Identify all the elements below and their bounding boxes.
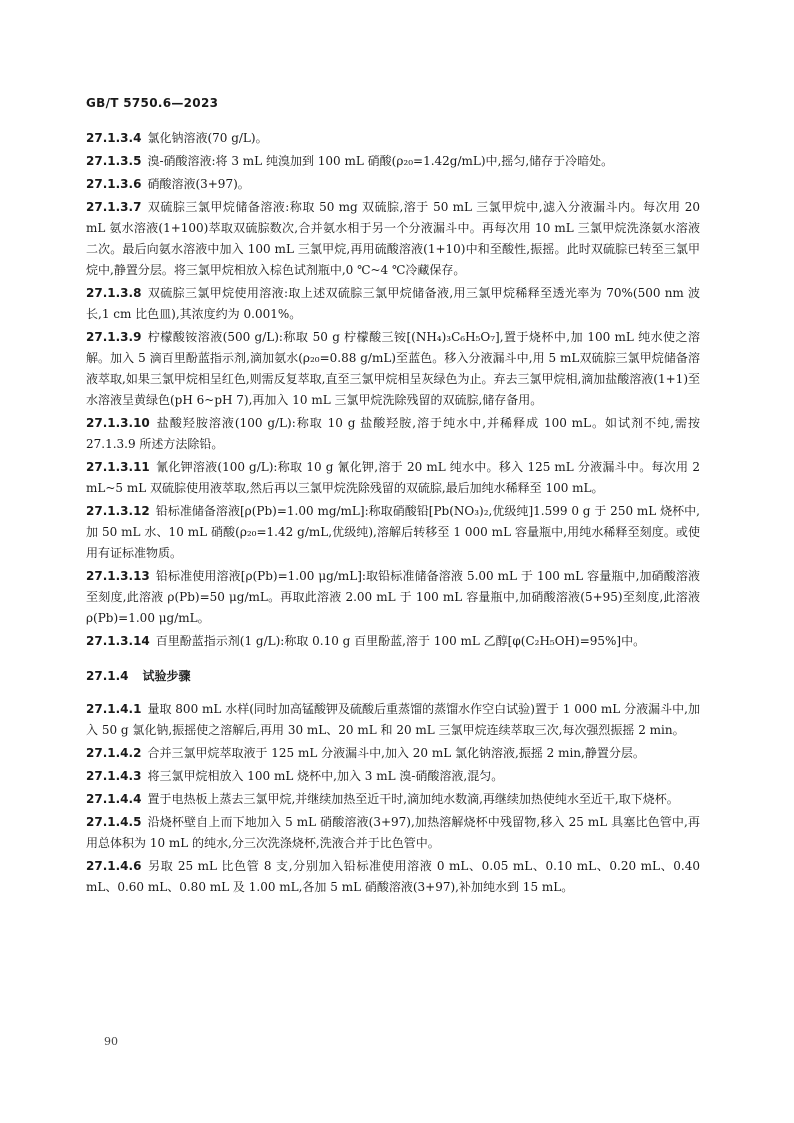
step-27-1-4-2 (86, 743, 700, 764)
paragraph-27-1-3-8 (86, 283, 700, 325)
clause-text: 量取 800 mL 水样(同时加高锰酸钾及硫酸后重蒸馏的蒸馏水作空白试验)置于 1 000 mL 分液漏斗中,加入 50 g 氯化钠,振摇使之溶解后,再用 30 mL、20 mL 和 20 mL 三氯甲烷连续萃取三次,每次强烈振摇 2 min。 (86, 702, 700, 737)
clause-number: 27.1.4.6 (86, 859, 142, 873)
paragraph-27-1-3-13 (86, 566, 700, 629)
clause-number: 27.1.4.2 (86, 746, 142, 760)
clause-text: 沿烧杯壁自上而下地加入 5 mL 硝酸溶液(3+97),加热溶解烧杯中残留物,移入 25 mL 具塞比色管中,再用总体积为 10 mL 的纯水,分三次洗涤烧杯,洗液合并于比色管中。 (86, 815, 700, 850)
clause-number: 27.1.3.4 (86, 131, 142, 145)
clause-number: 27.1.3.10 (86, 416, 150, 430)
clause-text: 合并三氯甲烷萃取液于 125 mL 分液漏斗中,加入 20 mL 氯化钠溶液,振摇 2 min,静置分层。 (147, 746, 645, 760)
document-body (86, 128, 700, 900)
step-27-1-4-1 (86, 699, 700, 741)
clause-number: 27.1.3.11 (86, 460, 150, 474)
paragraph-27-1-3-5 (86, 151, 700, 172)
clause-text: 铅标准使用溶液[ρ(Pb)=1.00 μg/mL]:取铅标准储备溶液 5.00 mL 于 100 mL 容量瓶中,加硝酸溶液至刻度,此溶液 ρ(Pb)=50 μg/mL。再取此溶液 2.00 mL 于 100 mL 容量瓶中,加硝酸溶液(5+95)至刻度,此溶液 ρ(Pb)=1.00 μg/mL。 (86, 569, 700, 625)
clause-text: 百里酚蓝指示剂(1 g/L):称取 0.10 g 百里酚蓝,溶于 100 mL 乙醇[φ(C₂H₅OH)=95%]中。 (155, 634, 646, 648)
clause-number: 27.1.3.13 (86, 569, 150, 583)
paragraph-27-1-3-6 (86, 174, 700, 195)
clause-number: 27.1.4.1 (86, 702, 142, 716)
clause-number: 27.1.3.7 (86, 200, 142, 214)
section-heading (86, 666, 700, 687)
section-title: 试验步骤 (142, 669, 191, 683)
step-27-1-4-6 (86, 856, 700, 898)
clause-text: 盐酸羟胺溶液(100 g/L):称取 10 g 盐酸羟胺,溶于纯水中,并稀释成 100 mL。如试剂不纯,需按 27.1.3.9 所述方法除铅。 (86, 416, 700, 451)
clause-number: 27.1.3.5 (86, 154, 142, 168)
clause-text: 另取 25 mL 比色管 8 支,分别加入铅标准使用溶液 0 mL、0.05 mL、0.10 mL、0.20 mL、0.40 mL、0.60 mL、0.80 mL 及 1.00 mL,各加 5 mL 硝酸溶液(3+97),补加纯水到 15 mL。 (86, 859, 700, 894)
clause-text: 铅标准储备溶液[ρ(Pb)=1.00 mg/mL]:称取硝酸铅[Pb(NO₃)₂,优级纯]1.599 0 g 于 250 mL 烧杯中,加 50 mL 水、10 mL 硝酸(ρ₂₀=1.42 g/mL,优级纯),溶解后转移至 1 000 mL 容量瓶中,用纯水稀释至刻度。或使用有证标准物质。 (86, 504, 700, 560)
clause-text: 置于电热板上蒸去三氯甲烷,并继续加热至近干时,滴加纯水数滴,再继续加热使纯水至近干,取下烧杯。 (147, 792, 679, 806)
clause-text: 硝酸溶液(3+97)。 (147, 177, 250, 191)
clause-number: 27.1.3.6 (86, 177, 142, 191)
clause-number: 27.1.4.4 (86, 792, 142, 806)
clause-text: 将三氯甲烷相放入 100 mL 烧杯中,加入 3 mL 溴-硝酸溶液,混匀。 (147, 769, 504, 783)
section-number: 27.1.4 (86, 669, 129, 683)
clause-number: 27.1.4.5 (86, 815, 142, 829)
paragraph-27-1-3-12 (86, 501, 700, 564)
standard-id: GB/T 5750.6—2023 (86, 96, 219, 110)
clause-number: 27.1.4.3 (86, 769, 142, 783)
clause-number: 27.1.3.8 (86, 286, 142, 300)
clause-number: 27.1.3.12 (86, 504, 150, 518)
clause-text: 氯化钠溶液(70 g/L)。 (147, 131, 268, 145)
clause-text: 溴-硝酸溶液:将 3 mL 纯溴加到 100 mL 硝酸(ρ₂₀=1.42g/mL)中,摇匀,储存于冷暗处。 (147, 154, 614, 168)
paragraph-27-1-3-14 (86, 631, 700, 652)
paragraph-27-1-3-4 (86, 128, 700, 149)
clause-text: 氰化钾溶液(100 g/L):称取 10 g 氰化钾,溶于 20 mL 纯水中。移入 125 mL 分液漏斗中。每次用 2 mL~5 mL 双硫腙使用液萃取,然后再以三氯甲烷洗除残留的双硫腙,最后加纯水稀释至 100 mL。 (86, 460, 700, 495)
clause-number: 27.1.3.14 (86, 634, 150, 648)
paragraph-27-1-3-10 (86, 413, 700, 455)
step-27-1-4-4 (86, 789, 700, 810)
clause-text: 双硫腙三氯甲烷使用溶液:取上述双硫腙三氯甲烷储备液,用三氯甲烷稀释至透光率为 70%(500 nm 波长,1 cm 比色皿),其浓度约为 0.001%。 (86, 286, 700, 321)
clause-text: 柠檬酸铵溶液(500 g/L):称取 50 g 柠檬酸三铵[(NH₄)₃C₆H₅O₇],置于烧杯中,加 100 mL 纯水使之溶解。加入 5 滴百里酚蓝指示剂,滴加氨水(ρ₂₀=0.88 g/mL)至蓝色。移入分液漏斗中,用 5 mL双硫腙三氯甲烷储备溶液萃取,如果三氯甲烷相呈红色,则需反复萃取,直至三氯甲烷相呈灰绿色为止。弃去三氯甲烷相,滴加盐酸溶液(1+1)至水溶液呈黄绿色(pH 6~pH 7),再加入 10 mL 三氯甲烷洗除残留的双硫腙,储存备用。 (86, 330, 700, 407)
clause-number: 27.1.3.9 (86, 330, 142, 344)
step-27-1-4-5 (86, 812, 700, 854)
page-number: 90 (104, 1035, 118, 1048)
paragraph-27-1-3-9 (86, 327, 700, 411)
step-27-1-4-3 (86, 766, 700, 787)
paragraph-27-1-3-11 (86, 457, 700, 499)
paragraph-27-1-3-7 (86, 197, 700, 281)
clause-text: 双硫腙三氯甲烷储备溶液:称取 50 mg 双硫腙,溶于 50 mL 三氯甲烷中,滤入分液漏斗内。每次用 20 mL 氨水溶液(1+100)萃取双硫腙数次,合并氨水相于另一个分液漏斗中。再每次用 10 mL 三氯甲烷洗涤氨水溶液二次。最后向氨水溶液中加入 100 mL 三氯甲烷,再用硫酸溶液(1+10)中和至酸性,振摇。此时双硫腙已转至三氯甲烷中,静置分层。将三氯甲烷相放入棕色试剂瓶中,0 ℃~4 ℃冷藏保存。 (86, 200, 700, 277)
